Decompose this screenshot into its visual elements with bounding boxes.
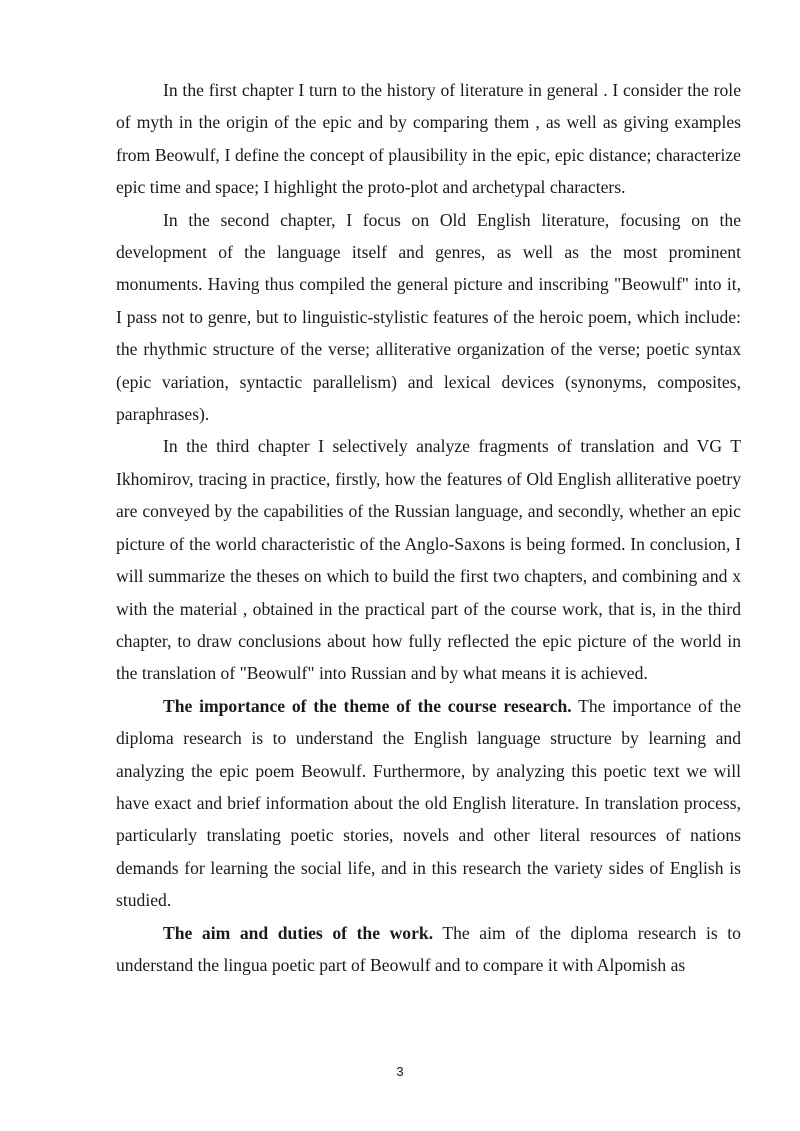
paragraph-first-chapter [116,74,741,204]
paragraph-lead-bold: The importance of the theme of the course research. [163,695,572,716]
paragraph-text: The importance of the diploma research is to understand the English language structure by learning and analyzing the epic poem Beowulf. Furthermore, by analyzing this poetic text we will have exact and brief information about the old English literature. In translation process, particularly translating poetic stories, novels and other literal resources of nations demands for learning the social life, and in this research the variety sides of English is studied. [116,695,742,911]
paragraph-text: The aim of the diploma research is to understand the lingua poetic part of Beowulf and to compare it with Alpomish as [116,922,741,975]
document-body [116,74,741,981]
paragraph-aim [116,917,741,982]
paragraph-text: In the third chapter I selectively analyze fragments of translation and VG T Ikhomirov, tracing in practice, firstly, how the features of Old English alliterative poetry are conveyed by the capabilities of the Russian language, and secondly, whether an epic picture of the world characteristic of the Anglo-Saxons is being formed. In conclusion, I will summarize the theses on which to build the first two chapters, and combining and x with the material , obtained in the practical part of the course work, that is, in the third chapter, to draw conclusions about how fully reflected the epic picture of the world in the translation of "Beowulf" into Russian and by what means it is achieved. [116,436,741,684]
paragraph-importance [116,690,741,917]
paragraph-text: In the second chapter, I focus on Old English literature, focusing on the development of the language itself and genres, as well as the most prominent monuments. Having thus compiled the general picture and inscribing "Beowulf" into it, I pass not to genre, but to linguistic-stylistic features of the heroic poem, which include: the rhythmic structure of the verse; alliterative organization of the verse; poetic syntax (epic variation, syntactic parallelism) and lexical devices (synonyms, composites, paraphrases). [116,209,741,425]
page-number: 3 [396,1064,404,1079]
paragraph-second-chapter [116,204,741,431]
paragraph-lead-bold: The aim and duties of the work. [163,922,434,943]
paragraph-third-chapter [116,430,741,689]
paragraph-text: In the first chapter I turn to the history of literature in general . I consider the role of myth in the origin of the epic and by comparing them , as well as giving examples from Beowulf, I define the concept of plausibility in the epic, epic distance; characterize epic time and space; I highlight the proto-plot and archetypal characters. [116,80,741,198]
